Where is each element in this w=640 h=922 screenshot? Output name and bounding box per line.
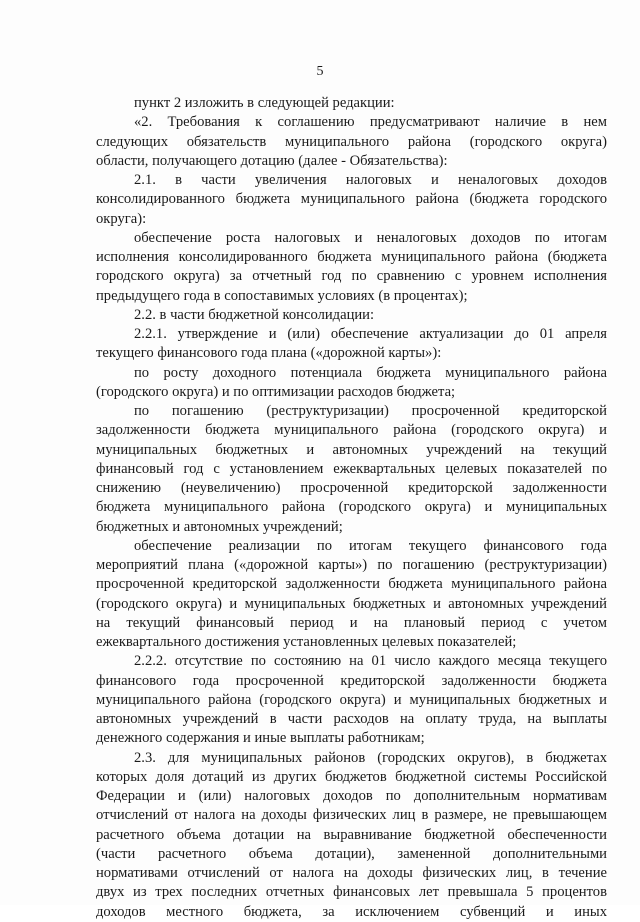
text-line: 2.1. в части увеличения налоговых и неналоговых доходов — [134, 172, 607, 188]
text-line: бюджета муниципального района (городского округа) и муниципальных — [96, 499, 607, 516]
text-line: (части расчетного объема дотации), замененной дополнительными — [96, 845, 607, 862]
text-line: (городского округа) и муниципальных бюджетных и автономных учреждений — [96, 595, 607, 612]
text-line: текущего финансового года плана («дорожной карты»): — [96, 345, 442, 362]
text-line: муниципального района (городского округа) и муниципальных бюджетных и — [96, 691, 607, 708]
text-line: финансового года просроченной кредиторской задолженности бюджета — [96, 672, 607, 689]
text-line: мероприятий плана («дорожной карты») по погашению (реструктуризации) — [96, 557, 607, 573]
text-line: исполнения консолидированного бюджета муниципального района (бюджета — [96, 249, 607, 265]
text-line: области, получающего дотацию (далее - Обязательства): — [96, 152, 448, 169]
page-number: 5 — [316, 64, 324, 79]
text-line: предыдущего года в сопоставимых условиях (в процентах); — [96, 287, 468, 304]
text-line: муниципальных бюджетных и автономных учреждений на текущий — [96, 441, 607, 458]
text-line: 2.2.2. отсутствие по состоянию на 01 число каждого месяца текущего — [134, 653, 607, 670]
text-line: задолженности бюджета муниципального района (городского округа) и — [96, 422, 607, 439]
text-line: 2.3. для муниципальных районов (городских округов), в бюджетах — [134, 749, 607, 766]
text-line: по погашению (реструктуризации) просроченной кредиторской — [134, 403, 607, 419]
text-line: снижению (неувеличению) просроченной кредиторской задолженности — [96, 480, 607, 496]
text-line: следующих обязательств муниципального района (городского округа) — [96, 133, 607, 150]
text-line: которых доля дотаций из других бюджетов бюджетной системы Российской — [96, 768, 607, 785]
text-line: автономных учреждений в части расходов на оплату труда, на выплаты — [96, 711, 607, 727]
text-line: пункт 2 изложить в следующей редакции: — [134, 95, 395, 111]
text-line: расчетного объема дотации на выравнивание бюджетной обеспеченности — [96, 826, 607, 843]
text-line: обеспечение реализации по итогам текущего финансового года — [134, 537, 607, 554]
text-line: Федерации и (или) налоговых доходов по дополнительным нормативам — [96, 788, 607, 804]
text-line: двух из трех последних отчетных финансовых лет превышала 5 процентов — [96, 884, 607, 901]
text-line: нормативами отчислений от налога на доходы физических лиц, в течение — [96, 865, 607, 881]
text-line: финансовый год с установлением ежеквартальных целевых показателей по — [96, 460, 607, 477]
text-line: (городского округа) и по оптимизации расходов бюджета; — [96, 383, 456, 400]
text-line: «2. Требования к соглашению предусматривают наличие в нем — [134, 114, 607, 131]
text-line: денежного содержания и иные выплаты работникам; — [96, 730, 425, 747]
text-line: консолидированного бюджета муниципального района (бюджета городского — [96, 191, 607, 208]
text-line: 2.2. в части бюджетной консолидации: — [134, 306, 375, 323]
text-line: округа): — [96, 210, 147, 227]
text-line: городского округа) за отчетный год по сравнению с уровнем исполнения — [96, 268, 607, 285]
text-line: на текущий финансовый период и на плановый период с учетом — [96, 614, 607, 631]
text-line: обеспечение роста налоговых и неналоговых доходов по итогам — [134, 229, 607, 246]
text-line: ежеквартального достижения установленных целевых показателей; — [96, 634, 517, 650]
text-line: 2.2.1. утверждение и (или) обеспечение актуализации до 01 апреля — [134, 326, 607, 342]
text-line: бюджетных и автономных учреждений; — [96, 518, 343, 535]
text-line: просроченной кредиторской задолженности бюджета муниципального района — [96, 576, 607, 593]
text-line: по росту доходного потенциала бюджета муниципального района — [134, 364, 607, 381]
text-line: доходов местного бюджета, за исключением субвенций и иных — [96, 903, 607, 920]
text-line: отчислений от налога на доходы физических лиц в размере, не превышающем — [96, 807, 607, 824]
document-body — [96, 94, 607, 922]
